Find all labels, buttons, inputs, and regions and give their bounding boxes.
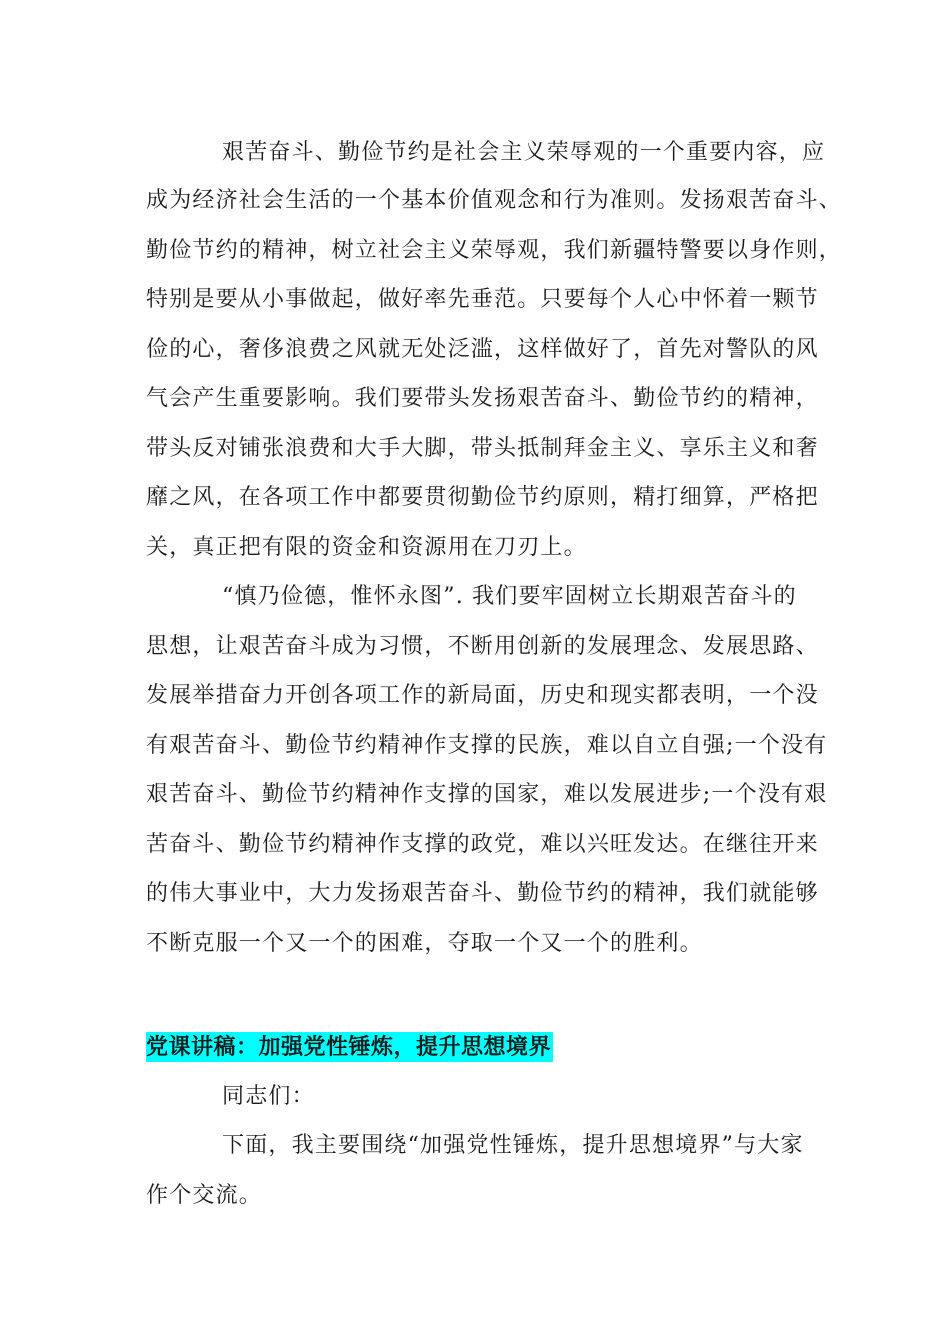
paragraph-line: 艰苦奋斗、勤俭节约精神作支撑的国家，难以发展进步;一个没有艰: [146, 782, 828, 807]
paragraph-line: 气会产生重要影响。我们要带头发扬艰苦奋斗、勤俭节约的精神，: [146, 386, 819, 411]
paragraph-line: 的伟大事业中，大力发扬艰苦奋斗、勤俭节约的精神，我们就能够: [146, 881, 819, 906]
salutation: 同志们：: [222, 1084, 315, 1109]
paragraph-line: 勤俭节约的精神，树立社会主义荣辱观，我们新疆特警要以身作则，: [146, 238, 843, 263]
paragraph-line: 带头反对铺张浪费和大手大脚，带头抵制拜金主义、享乐主义和奢: [146, 436, 819, 461]
paragraph-line: 靡之风，在各项工作中都要贯彻勤俭节约原则，精打细算，严格把: [146, 485, 819, 510]
paragraph-line: 发展举措奋力开创各项工作的新局面，历史和现实都表明，一个没: [146, 683, 819, 708]
paragraph-line: 俭的心，奢侈浪费之风就无处泛滥，这样做好了，首先对警队的风: [146, 337, 819, 362]
paragraph-line: 有艰苦奋斗、勤俭节约精神作支撑的民族，难以自立自强;一个没有: [146, 733, 828, 758]
paragraph-line: 关，真正把有限的资金和资源用在刀刃上。: [146, 535, 587, 560]
paragraph-line: 下面，我主要围绕“加强党性锤炼，提升思想境界”与大家: [222, 1133, 804, 1158]
paragraph-line: 艰苦奋斗、勤俭节约是社会主义荣辱观的一个重要内容，应: [222, 140, 826, 165]
paragraph-line: 成为经济社会生活的一个基本价值观念和行为准则。发扬艰苦奋斗、: [146, 188, 843, 213]
paragraph-line: 苦奋斗、勤俭节约精神作支撑的政党，难以兴旺发达。在继往开来: [146, 832, 819, 857]
paragraph-line: 特别是要从小事做起，做好率先垂范。只要每个人心中怀着一颗节: [146, 287, 819, 312]
paragraph-line: 作个交流。: [146, 1183, 263, 1208]
paragraph-line: 不断克服一个又一个的困难，夺取一个又一个的胜利。: [146, 931, 703, 956]
paragraph-line: “慎乃俭德，惟怀永图”. 我们要牢固树立长期艰苦奋斗的: [222, 584, 797, 609]
section-heading: 党课讲稿：加强党性锤炼，提升思想境界: [146, 1034, 552, 1060]
paragraph-line: 思想，让艰苦奋斗成为习惯，不断用创新的发展理念、发展思路、: [146, 634, 819, 659]
